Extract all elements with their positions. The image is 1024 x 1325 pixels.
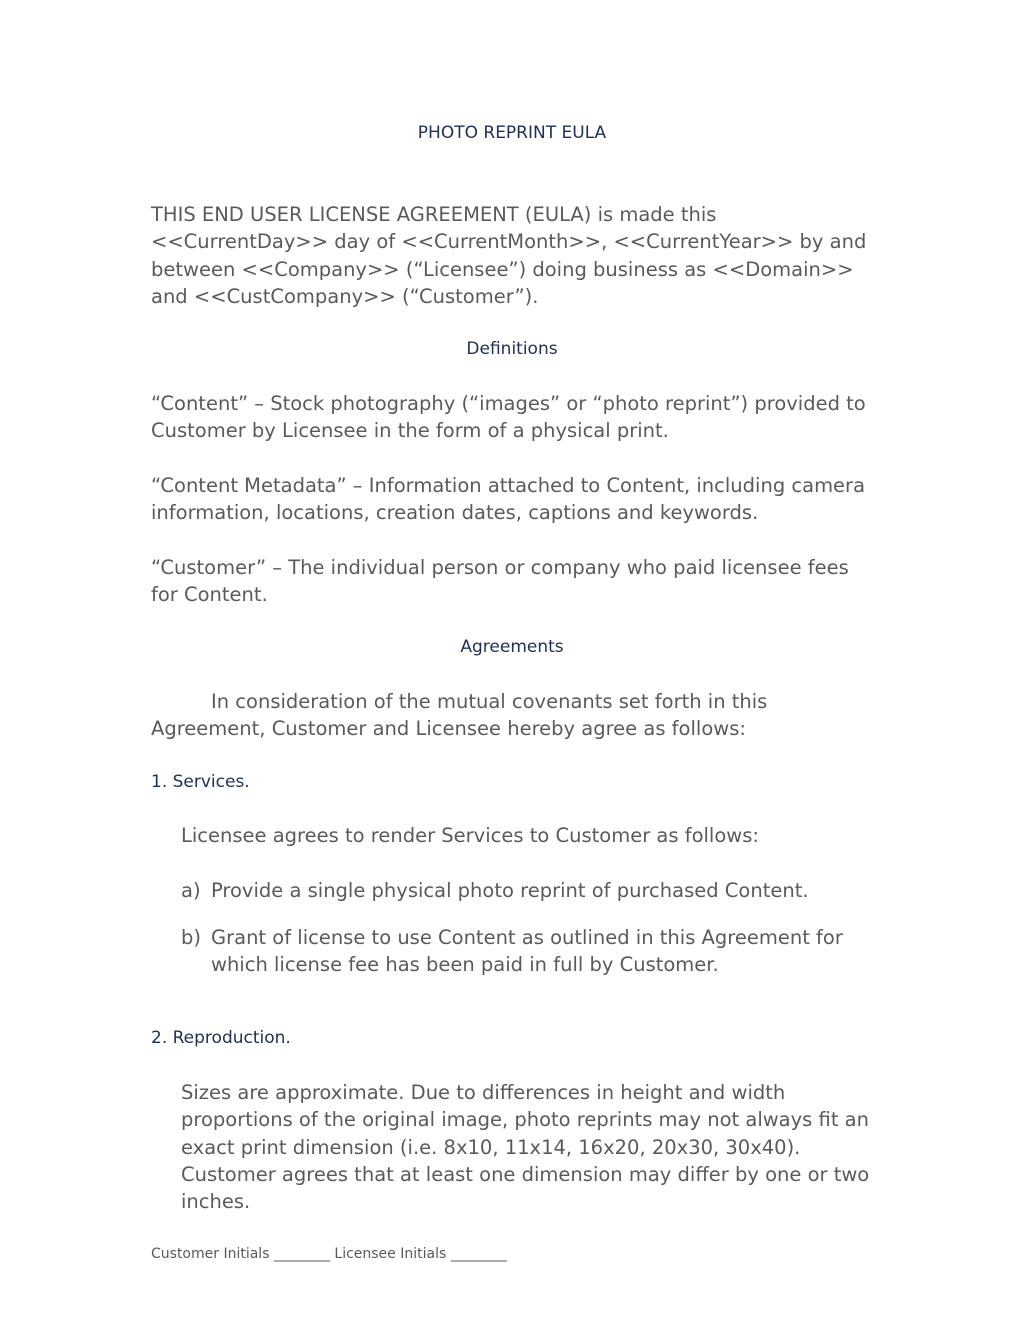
list-item-text: Provide a single physical photo reprint of purchased Content. <box>211 879 809 902</box>
section-reproduction-body: Sizes are approximate. Due to differences in height and width proportions of the original image, photo reprints may not always fit an exact print dimension (i.e. 8x10, 11x14, 16x20, 20x30, 30x40). Customer agrees that at least one dimension may differ by one or two inches. <box>181 1081 870 1214</box>
definition-content-metadata: “Content Metadata” – Information attached to Content, including camera information, locations, creation dates, captions and keywords. <box>151 474 866 525</box>
section-reproduction-title: 2. Reproduction. <box>151 1028 291 1048</box>
agreements-intro <box>151 688 881 743</box>
intro-paragraph: THIS END USER LICENSE AGREEMENT (EULA) is made this <<CurrentDay>> day of <<CurrentMonth>>, <<CurrentYear>> by and between <<Company>> (“Licensee”) doing business as <<Domain>> and <<CustCompany>> (“Customer”). <box>151 203 867 308</box>
definitions-heading: Definitions <box>466 339 558 359</box>
document-title: PHOTO REPRINT EULA <box>417 123 607 143</box>
section-services-title: 1. Services. <box>151 772 250 792</box>
list-marker: b) <box>181 926 201 949</box>
agreements-intro-text: In consideration of the mutual covenants set forth in this Agreement, Customer and Licensee hereby agree as follows: <box>151 690 768 741</box>
list-marker: a) <box>181 879 201 902</box>
agreements-heading: Agreements <box>460 637 564 657</box>
initials-footer: Customer Initials ________ Licensee Initials ________ <box>151 1246 507 1262</box>
services-item-b <box>181 924 881 979</box>
services-item-a <box>181 877 881 904</box>
definition-customer: “Customer” – The individual person or company who paid licensee fees for Content. <box>151 556 849 607</box>
definition-content: “Content” – Stock photography (“images” or “photo reprint”) provided to Customer by Licensee in the form of a physical print. <box>151 392 866 443</box>
section-services-body: Licensee agrees to render Services to Customer as follows: <box>181 824 759 847</box>
list-item-text: Grant of license to use Content as outlined in this Agreement for which license fee has been paid in full by Customer. <box>211 926 843 977</box>
